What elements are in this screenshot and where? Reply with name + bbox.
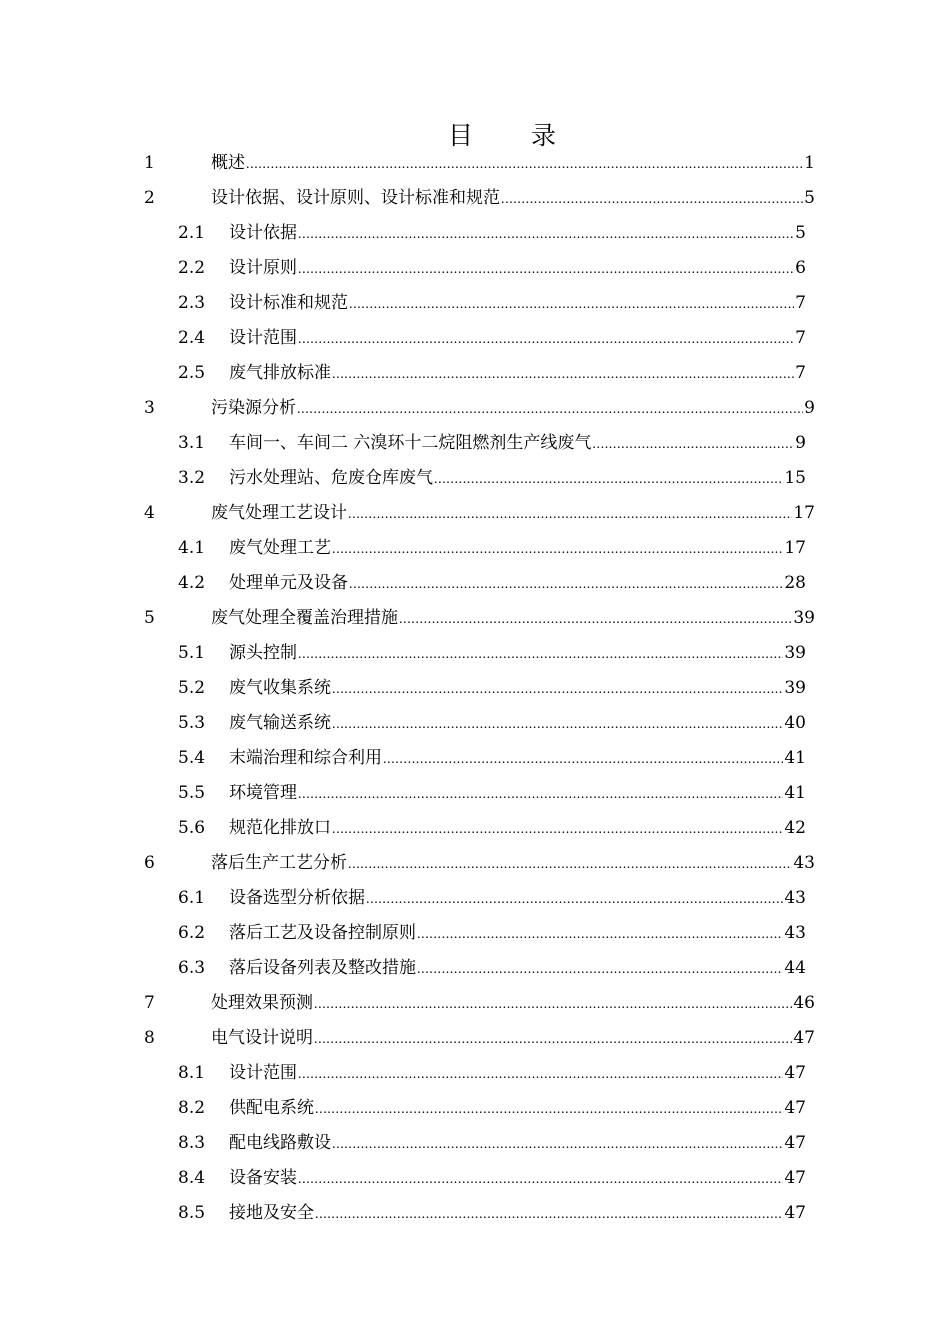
toc-entry-page-number: 39	[784, 643, 806, 663]
toc-entry-title: 车间一、车间二 六溴环十二烷阻燃剂生产线废气	[229, 433, 592, 453]
toc-entry-line	[229, 1196, 806, 1232]
toc-entry-line	[229, 216, 806, 252]
toc-entry-title: 废气处理全覆盖治理措施	[211, 608, 398, 628]
toc-entry[interactable]	[0, 1126, 950, 1161]
toc-leader-dots	[298, 322, 794, 357]
toc-entry-number: 4.1	[178, 538, 206, 558]
toc-entry[interactable]	[0, 356, 950, 391]
toc-entry-number: 5.2	[178, 678, 206, 698]
toc-leader-dots	[349, 287, 794, 322]
toc-entry-page-number: 15	[784, 468, 806, 488]
toc-entry[interactable]	[0, 881, 950, 916]
toc-entry[interactable]	[0, 1056, 950, 1091]
toc-entry-title: 废气排放标准	[229, 363, 331, 383]
toc-entry-title: 末端治理和综合利用	[229, 748, 382, 768]
toc-entry-line	[211, 146, 815, 182]
toc-entry-page-number: 39	[793, 608, 815, 628]
toc-list	[0, 146, 950, 1231]
toc-entry-page-number: 47	[784, 1063, 806, 1083]
toc-leader-dots	[298, 252, 794, 287]
toc-entry-page-number: 9	[795, 433, 806, 453]
toc-entry-page-number: 1	[804, 153, 815, 173]
toc-entry-title: 废气收集系统	[229, 678, 331, 698]
toc-entry-page-number: 47	[793, 1028, 815, 1048]
toc-entry[interactable]	[0, 916, 950, 951]
toc-entry[interactable]	[0, 251, 950, 286]
toc-entry-number: 5.6	[178, 818, 206, 838]
toc-entry-number: 8	[144, 1028, 155, 1048]
toc-entry-title: 规范化排放口	[229, 818, 331, 838]
toc-leader-dots	[332, 357, 794, 392]
toc-entry-page-number: 9	[804, 398, 815, 418]
toc-leader-dots	[349, 567, 783, 602]
toc-title-right: 录	[531, 121, 557, 150]
toc-leader-dots	[332, 532, 783, 567]
toc-entry-line	[211, 1021, 815, 1057]
toc-entry[interactable]	[0, 1196, 950, 1231]
toc-entry-title: 处理单元及设备	[229, 573, 348, 593]
toc-entry-line	[229, 531, 806, 567]
toc-leader-dots	[348, 497, 792, 532]
toc-entry-number: 8.3	[178, 1133, 206, 1153]
toc-entry-title: 接地及安全	[229, 1203, 314, 1223]
toc-entry-line	[211, 496, 815, 532]
toc-entry-line	[229, 776, 806, 812]
toc-entry[interactable]	[0, 286, 950, 321]
toc-entry-number: 6.1	[178, 888, 206, 908]
toc-leader-dots	[297, 392, 803, 427]
toc-entry-page-number: 47	[784, 1098, 806, 1118]
toc-entry-title: 设备选型分析依据	[229, 888, 365, 908]
toc-entry[interactable]	[0, 461, 950, 496]
toc-leader-dots	[417, 917, 783, 952]
toc-entry-number: 5.3	[178, 713, 206, 733]
toc-entry-page-number: 46	[793, 993, 815, 1013]
toc-entry-page-number: 43	[793, 853, 815, 873]
toc-entry[interactable]	[0, 496, 950, 531]
toc-entry-line	[229, 426, 806, 462]
toc-entry-line	[229, 951, 806, 987]
toc-entry-line	[229, 356, 806, 392]
toc-entry-line	[229, 321, 806, 357]
toc-leader-dots	[298, 1057, 783, 1092]
toc-entry-page-number: 7	[795, 363, 806, 383]
toc-leader-dots	[332, 707, 783, 742]
toc-leader-dots	[298, 777, 783, 812]
toc-entry-page-number: 28	[784, 573, 806, 593]
toc-entry-number: 3.2	[178, 468, 206, 488]
toc-entry-number: 4	[144, 503, 155, 523]
toc-leader-dots	[332, 1127, 783, 1162]
toc-entry-number: 2.1	[178, 223, 206, 243]
toc-entry-title: 废气处理工艺	[229, 538, 331, 558]
toc-entry[interactable]	[0, 951, 950, 986]
toc-entry-line	[211, 986, 815, 1022]
toc-entry-line	[229, 636, 806, 672]
toc-entry-number: 5.1	[178, 643, 206, 663]
toc-entry-line	[211, 846, 815, 882]
toc-entry-title: 落后工艺及设备控制原则	[229, 923, 416, 943]
toc-entry-line	[229, 706, 806, 742]
toc-entry-number: 6.3	[178, 958, 206, 978]
toc-entry-title: 设计原则	[229, 258, 297, 278]
toc-entry-line	[229, 461, 806, 497]
toc-entry-line	[229, 1091, 806, 1127]
toc-entry-title: 设计标准和规范	[229, 293, 348, 313]
toc-entry-number: 6.2	[178, 923, 206, 943]
toc-entry-title: 电气设计说明	[211, 1028, 313, 1048]
toc-leader-dots	[246, 147, 803, 182]
toc-entry-title: 设计范围	[229, 1063, 297, 1083]
toc-entry-number: 7	[144, 993, 155, 1013]
toc-entry-page-number: 7	[795, 328, 806, 348]
toc-entry-title: 配电线路敷设	[229, 1133, 331, 1153]
toc-entry-line	[229, 251, 806, 287]
toc-entry[interactable]	[0, 671, 950, 706]
toc-entry-number: 5.4	[178, 748, 206, 768]
toc-entry-number: 5.5	[178, 783, 206, 803]
toc-entry-line	[211, 601, 815, 637]
toc-entry-number: 2	[144, 188, 155, 208]
toc-entry-number: 2.2	[178, 258, 206, 278]
toc-leader-dots	[348, 847, 792, 882]
toc-entry-line	[229, 671, 806, 707]
toc-entry-title: 废气处理工艺设计	[211, 503, 347, 523]
toc-leader-dots	[332, 812, 783, 847]
toc-entry-title: 源头控制	[229, 643, 297, 663]
toc-entry[interactable]	[0, 531, 950, 566]
toc-entry-number: 3.1	[178, 433, 206, 453]
toc-entry-number: 4.2	[178, 573, 206, 593]
toc-entry[interactable]	[0, 741, 950, 776]
toc-entry-page-number: 47	[784, 1203, 806, 1223]
toc-entry-number: 2.3	[178, 293, 206, 313]
toc-leader-dots	[417, 952, 783, 987]
toc-entry-title: 处理效果预测	[211, 993, 313, 1013]
toc-entry[interactable]	[0, 426, 950, 461]
toc-entry-page-number: 5	[795, 223, 806, 243]
toc-entry[interactable]	[0, 811, 950, 846]
toc-entry-page-number: 5	[804, 188, 815, 208]
toc-entry[interactable]	[0, 566, 950, 601]
toc-entry[interactable]	[0, 321, 950, 356]
toc-entry[interactable]	[0, 181, 950, 216]
toc-entry-page-number: 40	[784, 713, 806, 733]
toc-entry-number: 6	[144, 853, 155, 873]
toc-entry-number: 5	[144, 608, 155, 628]
toc-entry-line	[229, 881, 806, 917]
toc-leader-dots	[399, 602, 792, 637]
toc-entry-title: 污水处理站、危废仓库废气	[229, 468, 433, 488]
toc-entry[interactable]	[0, 1021, 950, 1056]
toc-entry-number: 2.5	[178, 363, 206, 383]
toc-leader-dots	[434, 462, 783, 497]
toc-entry-title: 废气输送系统	[229, 713, 331, 733]
toc-entry-title: 设计依据、设计原则、设计标准和规范	[211, 188, 500, 208]
toc-leader-dots	[315, 1197, 783, 1232]
toc-entry-page-number: 44	[784, 958, 806, 978]
toc-leader-dots	[366, 882, 783, 917]
toc-entry-number: 3	[144, 398, 155, 418]
toc-entry-number: 2.4	[178, 328, 206, 348]
toc-entry-line	[211, 181, 815, 217]
toc-entry-line	[211, 391, 815, 427]
toc-entry-page-number: 17	[784, 538, 806, 558]
toc-entry-title: 环境管理	[229, 783, 297, 803]
toc-entry-title: 供配电系统	[229, 1098, 314, 1118]
toc-entry-page-number: 43	[784, 923, 806, 943]
toc-entry-page-number: 47	[784, 1133, 806, 1153]
toc-entry-title: 落后生产工艺分析	[211, 853, 347, 873]
toc-entry[interactable]	[0, 1161, 950, 1196]
toc-entry[interactable]	[0, 216, 950, 251]
toc-entry-line	[229, 811, 806, 847]
toc-entry-page-number: 17	[793, 503, 815, 523]
toc-entry-line	[229, 916, 806, 952]
toc-leader-dots	[298, 1162, 783, 1197]
toc-entry[interactable]	[0, 706, 950, 741]
toc-entry-number: 8.4	[178, 1168, 206, 1188]
toc-entry[interactable]	[0, 776, 950, 811]
toc-entry-page-number: 7	[795, 293, 806, 313]
toc-entry-page-number: 42	[784, 818, 806, 838]
toc-entry[interactable]	[0, 846, 950, 881]
toc-entry[interactable]	[0, 601, 950, 636]
toc-entry-line	[229, 566, 806, 602]
toc-entry-page-number: 39	[784, 678, 806, 698]
toc-leader-dots	[315, 1092, 783, 1127]
toc-entry-page-number: 41	[784, 748, 806, 768]
toc-entry-title: 落后设备列表及整改措施	[229, 958, 416, 978]
toc-entry-title: 设备安装	[229, 1168, 297, 1188]
toc-entry-title: 设计范围	[229, 328, 297, 348]
toc-entry-number: 1	[144, 153, 155, 173]
toc-leader-dots	[314, 987, 792, 1022]
toc-entry-number: 8.2	[178, 1098, 206, 1118]
toc-entry-title: 设计依据	[229, 223, 297, 243]
toc-leader-dots	[383, 742, 783, 777]
toc-leader-dots	[298, 217, 794, 252]
toc-entry-title: 污染源分析	[211, 398, 296, 418]
toc-entry-page-number: 47	[784, 1168, 806, 1188]
toc-title-left: 目	[447, 121, 473, 150]
toc-entry-line	[229, 1161, 806, 1197]
toc-entry-page-number: 43	[784, 888, 806, 908]
toc-entry-page-number: 6	[795, 258, 806, 278]
toc-leader-dots	[592, 427, 794, 462]
toc-entry[interactable]	[0, 391, 950, 426]
toc-entry-line	[229, 741, 806, 777]
toc-entry[interactable]	[0, 146, 950, 181]
toc-leader-dots	[298, 637, 783, 672]
toc-leader-dots	[314, 1022, 792, 1057]
toc-leader-dots	[501, 182, 803, 217]
toc-entry-number: 8.1	[178, 1063, 206, 1083]
toc-leader-dots	[332, 672, 783, 707]
toc-entry[interactable]	[0, 1091, 950, 1126]
toc-entry-line	[229, 286, 806, 322]
toc-entry-line	[229, 1126, 806, 1162]
toc-entry-title: 概述	[211, 153, 245, 173]
toc-entry-page-number: 41	[784, 783, 806, 803]
toc-entry[interactable]	[0, 636, 950, 671]
toc-entry-number: 8.5	[178, 1203, 206, 1223]
toc-entry-line	[229, 1056, 806, 1092]
toc-entry[interactable]	[0, 986, 950, 1021]
